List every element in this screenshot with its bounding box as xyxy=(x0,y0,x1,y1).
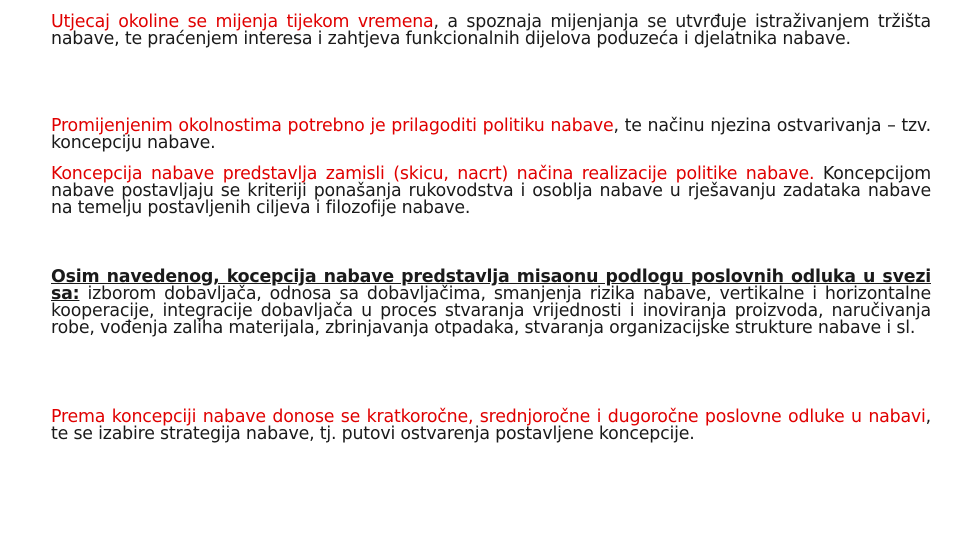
highlight-text: Koncepcija nabave predstavlja zamisli (skicu, nacrt) načina realizacije politike nabave. xyxy=(51,164,815,184)
underlined-lead-text: Osim navedenog, kocepcija nabave predstavlja misaonu podlogu poslovnih odluka u svezi sa: xyxy=(51,267,931,304)
paragraph-business-decisions xyxy=(51,269,931,337)
body-text: , te načinu njezina ostvarivanja – tzv. koncepciju nabave. xyxy=(51,116,931,153)
paragraph-policy-adjustment xyxy=(51,118,931,152)
body-text: , te se izabire strategija nabave, tj. putovi ostvarenja postavljene koncepcije. xyxy=(51,407,931,444)
body-text: izborom dobavljača, odnosa sa dobavljačima, smanjenja rizika nabave, vertikalne i horizontalne kooperacije, integracije dobavljača u proces stvaranja vrijednosti i inoviranja proizvoda, naručivanja robe, vođenja zaliha materijala, zbrinjavanja otpadaka, stvaranja organizacijske strukture nabave i sl. xyxy=(51,284,931,338)
paragraph-environment-change xyxy=(51,14,931,48)
paragraph-concept-definition xyxy=(51,166,931,217)
highlight-text: Utjecaj okoline se mijenja tijekom vremena xyxy=(51,12,434,32)
highlight-text: Prema koncepciji nabave donose se kratkoročne, srednjoročne i dugoročne poslovne odluke u nabavi xyxy=(51,407,926,427)
body-text: , a spoznaja mijenjanja se utvrđuje istraživanjem tržišta nabave, te praćenjem interesa i zahtjeva funkcionalnih dijelova poduzeća i djelatnika nabave. xyxy=(51,12,931,49)
paragraph-decision-horizons xyxy=(51,409,931,443)
highlight-text: Promijenjenim okolnostima potrebno je prilagoditi politiku nabave xyxy=(51,116,614,136)
body-text: Koncepcijom nabave postavljaju se kriteriji ponašanja rukovodstva i osoblja nabave u rješavanju zadataka nabave na temelju postavljenih ciljeva i filozofije nabave. xyxy=(51,164,931,218)
